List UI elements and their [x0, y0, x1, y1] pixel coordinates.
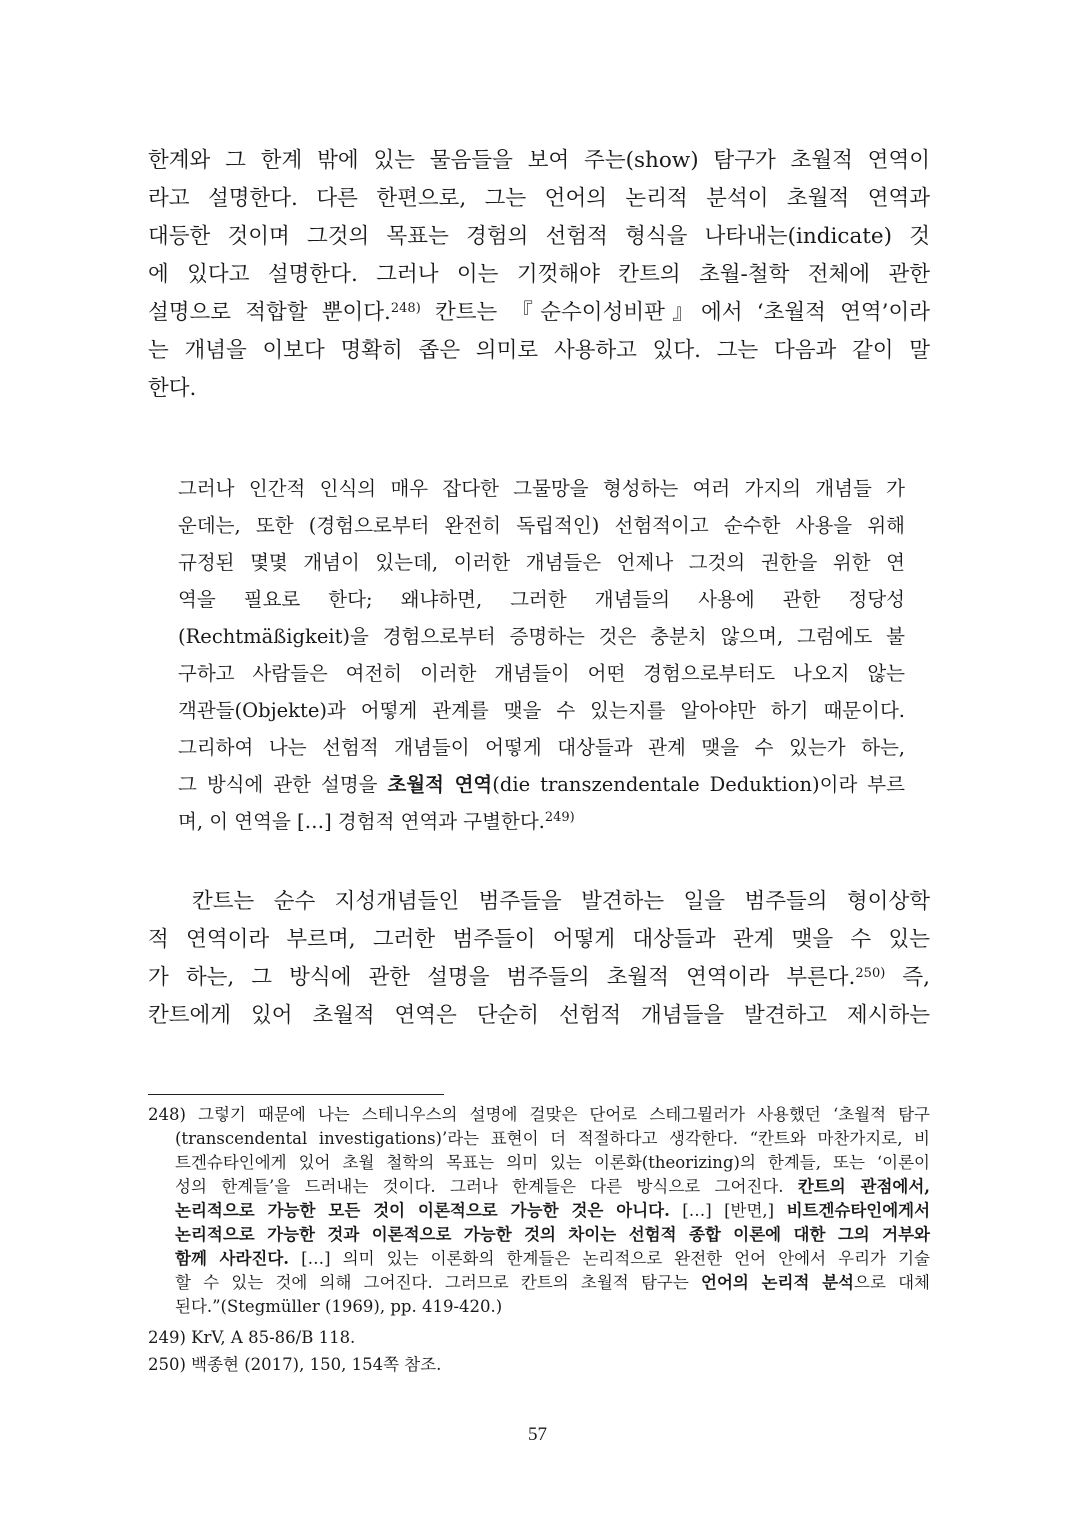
footnote-line: 논리적으로 가능한 것과 이론적으로 가능한 것의 차이는 선험적 종합 이론에 대한 그의 거부와: [175, 1225, 930, 1244]
block-quote: [178, 470, 905, 840]
page-number: 57: [528, 1424, 547, 1445]
footnote-ref-249[interactable]: 249): [544, 810, 575, 825]
quote-line: 규정된 몇몇 개념이 있는데, 이러한 개념들은 언제나 그것의 권한을 위한 연: [178, 551, 905, 574]
quote-line: 며, 이 연역을 […] 경험적 연역과 구별한다.$^{249)}$: [178, 810, 575, 833]
footnote-line: 된다.”(Stegmüller (1969), pp. 419-420.): [175, 1297, 503, 1316]
text-line: 설명으로 적합할 뿐이다.$^{248)}$ 칸트는 『순수이성비판』에서 ‘초월적 연역’이라: [148, 300, 930, 325]
text-line: 적 연역이라 부르며, 그러한 범주들이 어떻게 대상들과 관계 맺을 수 있는: [148, 927, 930, 952]
text-line: 한계와 그 한계 밖에 있는 물음들을 보여 주는(show) 탐구가 초월적 연역이: [148, 148, 930, 173]
text-line: 칸트는 순수 지성개념들인 범주들을 발견하는 일을 범주들의 형이상학: [192, 889, 930, 914]
quote-line: 객관들(Objekte)과 어떻게 관계를 맺을 수 있는지를 알아야만 하기 때문이다.: [178, 699, 905, 722]
body-paragraph-1: [148, 142, 930, 408]
footnote-line: 248) 그렇기 때문에 나는 스테니우스의 설명에 걸맞은 단어로 스테그뮐러가 사용했던 ‘초월적 탐구: [148, 1105, 930, 1124]
quote-line: (Rechtmäßigkeit)을 경험으로부터 증명하는 것은 충분치 않으며, 그럼에도 불: [178, 625, 905, 648]
footnote-line: 할 수 있는 것에 의해 그어진다. 그러므로 칸트의 초월적 탐구는 언어의 논리적 분석으로 대체: [175, 1273, 930, 1292]
text-line: 대등한 것이며 그것의 목표는 경험의 선험적 형식을 나타내는(indicate) 것: [148, 224, 930, 249]
footnote-line: 함께 사라진다. […] 의미 있는 이론화의 한계들은 논리적으로 완전한 언어 안에서 우리가 기술: [175, 1249, 930, 1268]
footnote-line: (transcendental investigations)’라는 표현이 더 적절하다고 생각한다. “칸트와 마찬가지로, 비: [175, 1129, 930, 1148]
quote-line: 그 방식에 관한 설명을 초월적 연역(die transzendentale Deduktion)이라 부르: [178, 773, 905, 796]
footnote-divider: [148, 1094, 444, 1095]
text-line: 에 있다고 설명한다. 그러나 이는 기껏해야 칸트의 초월-철학 전체에 관한: [148, 262, 930, 287]
text-line: 한다.: [148, 376, 197, 401]
quote-line: 그러나 인간적 인식의 매우 잡다한 그물망을 형성하는 여러 가지의 개념들 가: [178, 477, 905, 500]
quote-line: 구하고 사람들은 여전히 이러한 개념들이 어떤 경험으로부터도 나오지 않는: [178, 662, 905, 685]
text-line: 라고 설명한다. 다른 한편으로, 그는 언어의 논리적 분석이 초월적 연역과: [148, 186, 930, 211]
footnote-line: 트겐슈타인에게 있어 초월 철학의 목표는 의미 있는 이론화(theorizing)의 한계들, 또는 ‘이론이: [175, 1153, 930, 1172]
quote-line: 운데는, 또한 (경험으로부터 완전히 독립적인) 선험적이고 순수한 사용을 위해: [178, 514, 905, 537]
emphasis-term: 초월적 연역: [387, 773, 493, 796]
footnote-249: [148, 1326, 930, 1350]
quote-line: 역을 필요로 한다; 왜냐하면, 그러한 개념들의 사용에 관한 정당성: [178, 588, 905, 611]
footnote-248: [148, 1103, 930, 1319]
footnote-ref-248[interactable]: 248): [390, 301, 421, 316]
footnote-line: 성의 한계들’을 드러내는 것이다. 그러나 한계들은 다른 방식으로 그어진다. 칸트의 관점에서,: [175, 1177, 931, 1196]
footnote-250: [148, 1353, 930, 1377]
body-paragraph-2: [148, 883, 930, 1035]
footnote-ref-250[interactable]: 250): [855, 966, 886, 981]
text-line: 칸트에게 있어 초월적 연역은 단순히 선험적 개념들을 발견하고 제시하는: [148, 1003, 930, 1028]
footnote-line: 249) KrV, A 85-86/B 118.: [148, 1328, 356, 1347]
text-line: 는 개념을 이보다 명확히 좁은 의미로 사용하고 있다. 그는 다음과 같이 말: [148, 338, 930, 363]
footnote-line: 논리적으로 가능한 모든 것이 이론적으로 가능한 것은 아니다. […] [반면,] 비트겐슈타인에게서: [175, 1201, 931, 1220]
text-line: 가 하는, 그 방식에 관한 설명을 범주들의 초월적 연역이라 부른다.$^{250)}$ 즉,: [148, 965, 930, 990]
quote-line: 그리하여 나는 선험적 개념들이 어떻게 대상들과 관계 맺을 수 있는가 하는,: [178, 736, 905, 759]
footnote-line: 250) 백종현 (2017), 150, 154쪽 참조.: [148, 1355, 442, 1374]
